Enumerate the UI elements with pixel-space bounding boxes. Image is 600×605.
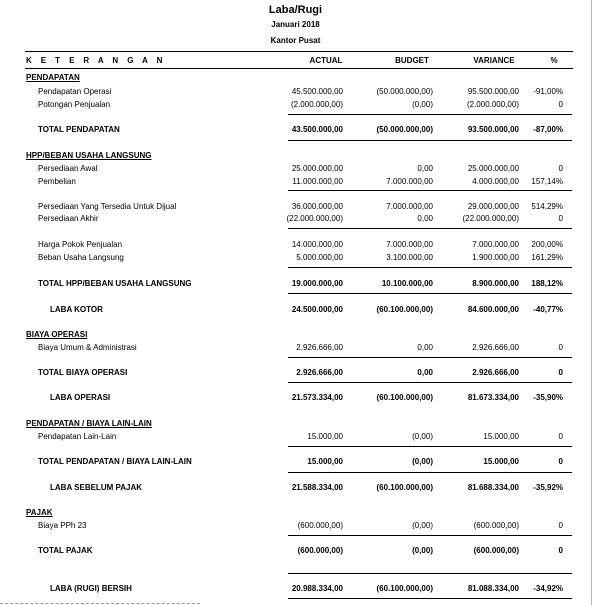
total-label: LABA (RUGI) BERSIH: [50, 584, 132, 593]
cell-pct: 0: [558, 164, 563, 173]
section-heading: PAJAK: [26, 508, 53, 517]
cell-budget: 7.000.000,00: [386, 177, 433, 186]
cell-budget: 0,00: [417, 343, 433, 352]
cell-variance: 81.088.334,00: [467, 584, 519, 593]
line-item-label: Harga Pokok Penjualan: [38, 240, 123, 249]
column-header-variance: VARIANCE: [473, 56, 515, 65]
column-header-percent: %: [550, 56, 558, 65]
cell-actual: (22.000.000,00): [286, 214, 343, 223]
total-label: TOTAL PAJAK: [38, 546, 93, 555]
line-item-label: Pembelian: [38, 177, 76, 186]
cell-budget: (0,00): [412, 432, 433, 441]
cell-variance: (22.000.000,00): [462, 214, 519, 223]
cell-budget: 10.100.000,00: [381, 279, 433, 288]
cell-pct: 0: [558, 100, 563, 109]
cell-budget: (50.000.000,00): [376, 87, 433, 96]
cell-variance: 1.900.000,00: [472, 253, 519, 262]
cell-actual: 19.000.000,00: [291, 279, 343, 288]
cell-actual: 36.000.000,00: [291, 202, 343, 211]
cell-variance: 81.673.334,00: [467, 393, 519, 402]
cell-budget: (0,00): [412, 546, 433, 555]
column-header-actual: ACTUAL: [309, 56, 343, 65]
total-label: TOTAL HPP/BEBAN USAHA LANGSUNG: [38, 279, 192, 288]
cell-actual: 15.000,00: [307, 432, 343, 441]
cell-variance: 2.926.666,00: [472, 343, 519, 352]
cell-variance: 8.900.000,00: [472, 279, 519, 288]
header-bottom-rule: [25, 68, 573, 69]
cell-actual: 21.588.334,00: [291, 483, 343, 492]
cell-variance: 93.500.000,00: [467, 125, 519, 134]
cell-actual: 43.500.000,00: [291, 125, 343, 134]
cell-actual: 20.988.334,00: [291, 584, 343, 593]
cell-pct: -34,92%: [533, 584, 563, 593]
cell-actual: (600.000,00): [297, 521, 343, 530]
rule-subtotal: [288, 535, 572, 536]
line-item-label: Biaya Umum & Administrasi: [38, 343, 137, 352]
cell-actual: 45.500.000,00: [291, 87, 343, 96]
section-heading: PENDAPATAN: [26, 73, 80, 82]
cell-actual: 21.573.334,00: [291, 393, 343, 402]
cell-variance: 25.000.000,00: [467, 164, 519, 173]
cell-pct: 0: [558, 368, 563, 377]
rule-subtotal: [288, 228, 572, 229]
cell-variance: 7.000.000,00: [472, 240, 519, 249]
cell-actual: 14.000.000,00: [291, 240, 343, 249]
rule-subtotal: [288, 573, 572, 574]
cell-variance: 15.000,00: [483, 457, 519, 466]
cell-pct: 0: [558, 457, 563, 466]
cell-pct: 157,14%: [531, 177, 563, 186]
cell-actual: 15.000,00: [307, 457, 343, 466]
cell-pct: 188,12%: [531, 279, 563, 288]
line-item-label: Persediaan Yang Tersedia Untuk Dijual: [38, 202, 177, 211]
cell-budget: 0,00: [417, 214, 433, 223]
cell-actual: 5.000.000,00: [296, 253, 343, 262]
rule-subtotal: [288, 472, 572, 473]
total-label: LABA OPERASI: [50, 393, 111, 402]
line-item-label: Persediaan Akhir: [38, 214, 99, 223]
cell-budget: 0,00: [417, 164, 433, 173]
cell-variance: 4.000.000,00: [472, 177, 519, 186]
rule-subtotal: [288, 190, 572, 191]
cell-budget: 0,00: [417, 368, 433, 377]
rule-subtotal: [288, 140, 572, 141]
line-item-label: Persediaan Awal: [38, 164, 98, 173]
cell-variance: 29.000.000,00: [467, 202, 519, 211]
section-heading: PENDAPATAN / BIAYA LAIN-LAIN: [26, 419, 152, 428]
rule-subtotal: [288, 446, 572, 447]
cell-actual: 25.000.000,00: [291, 164, 343, 173]
total-label: LABA SEBELUM PAJAK: [50, 483, 143, 492]
cell-budget: (60.100.000,00): [376, 305, 433, 314]
cell-budget: (0,00): [412, 457, 433, 466]
total-label: TOTAL BIAYA OPERASI: [38, 368, 128, 377]
cell-actual: 24.500.000,00: [291, 305, 343, 314]
cell-budget: 7.000.000,00: [386, 202, 433, 211]
cell-variance: (2.000.000,00): [466, 100, 519, 109]
cell-pct: 0: [558, 432, 563, 441]
cell-variance: 15.000,00: [483, 432, 519, 441]
cell-variance: 95.500.000,00: [467, 87, 519, 96]
cell-budget: (60.100.000,00): [376, 483, 433, 492]
line-item-label: Potongan Penjualan: [38, 100, 111, 109]
cell-actual: 2.926.666,00: [296, 343, 343, 352]
cell-pct: 0: [558, 546, 563, 555]
section-heading: BIAYA OPERASI: [26, 330, 88, 339]
cell-budget: 7.000.000,00: [386, 240, 433, 249]
cell-pct: 161,29%: [531, 253, 563, 262]
rule-subtotal: [288, 267, 572, 268]
cell-budget: (50.000.000,00): [376, 125, 433, 134]
cell-budget: 3.100.000,00: [386, 253, 433, 262]
cell-budget: (60.100.000,00): [376, 584, 433, 593]
cell-variance: 81.688.334,00: [467, 483, 519, 492]
section-heading: HPP/BEBAN USAHA LANGSUNG: [26, 151, 152, 160]
cell-actual: (600.000,00): [297, 546, 343, 555]
rule-subtotal: [288, 293, 572, 294]
column-header-keterangan: K E T E R A N G A N: [26, 56, 166, 65]
total-label: TOTAL PENDAPATAN / BIAYA LAIN-LAIN: [38, 457, 192, 466]
line-item-label: Pendapatan Lain-Lain: [38, 432, 117, 441]
rule-subtotal: [288, 382, 572, 383]
cell-pct: 0: [558, 343, 563, 352]
header-top-rule: [25, 51, 573, 52]
cell-variance: 84.600.000,00: [467, 305, 519, 314]
cell-pct: -35,92%: [533, 483, 563, 492]
report-office: Kantor Pusat: [270, 36, 321, 45]
line-item-label: Pendapatan Operasi: [38, 87, 112, 96]
cell-actual: 11.000.000,00: [292, 177, 343, 186]
cell-pct: 0: [558, 521, 563, 530]
report-title: Laba/Rugi: [268, 4, 323, 16]
rule-subtotal: [288, 357, 572, 358]
cell-actual: (2.000.000,00): [290, 100, 343, 109]
cell-variance: (600.000,00): [473, 546, 519, 555]
cell-budget: (0,00): [412, 521, 433, 530]
cell-pct: 0: [558, 214, 563, 223]
rule-subtotal: [288, 114, 572, 115]
cell-budget: (0,00): [412, 100, 433, 109]
rule-subtotal: [288, 598, 572, 599]
line-item-label: Biaya PPh 23: [38, 521, 87, 530]
cell-variance: (600.000,00): [473, 521, 519, 530]
cell-budget: (60.100.000,00): [376, 393, 433, 402]
cell-pct: 514,29%: [531, 202, 563, 211]
cell-pct: -35,90%: [533, 393, 563, 402]
total-label: LABA KOTOR: [50, 305, 103, 314]
cell-variance: 2.926.666,00: [472, 368, 519, 377]
cell-actual: 2.926.666,00: [296, 368, 343, 377]
cell-pct: -40,77%: [533, 305, 563, 314]
column-header-budget: BUDGET: [395, 56, 429, 65]
cell-pct: -87,00%: [533, 125, 563, 134]
page-edge: [591, 0, 592, 605]
total-label: TOTAL PENDAPATAN: [38, 125, 120, 134]
cell-pct: 200,00%: [531, 240, 563, 249]
cell-pct: -91,00%: [533, 87, 563, 96]
report-period: Januari 2018: [271, 20, 320, 29]
line-item-label: Beban Usaha Langsung: [38, 253, 124, 262]
